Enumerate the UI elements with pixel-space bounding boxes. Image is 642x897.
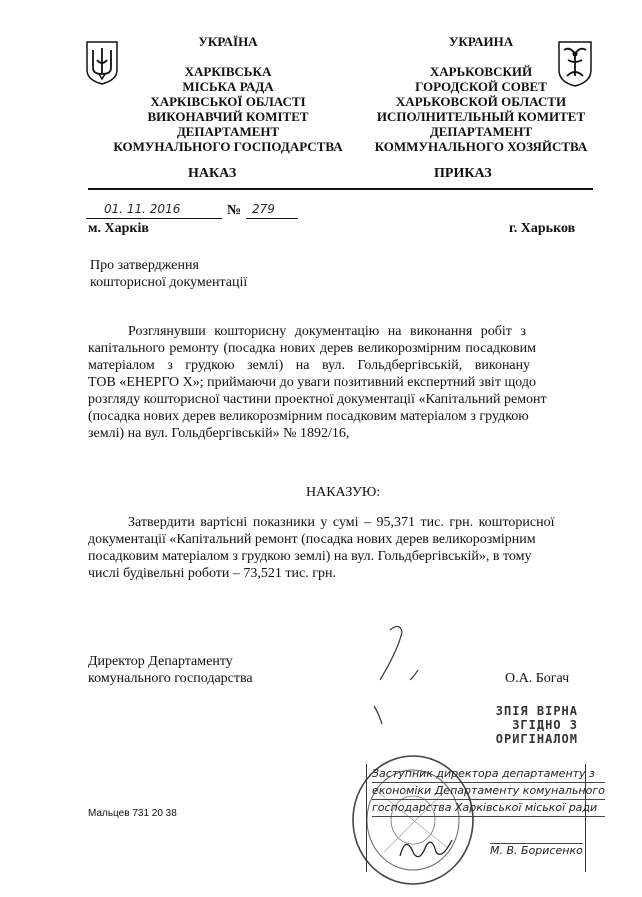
header-ru-line-2: ГОРОДСКОЙ СОВЕТ (415, 79, 547, 94)
header-ua-line-5: ДЕПАРТАМЕНТ (176, 124, 280, 139)
header-ru-line-4: ИСПОЛНИТЕЛЬНЫЙ КОМИТЕТ (376, 109, 586, 124)
order-line-1: Затвердити вартісні показники у сумі – 95,371 тис. грн. кошторисної (128, 515, 555, 530)
preamble-line-3: матеріалом з грудкою землі) на вул. Гольдбергівській, виконану (88, 358, 531, 373)
preamble-line-4: ТОВ «ЕНЕРГО Х»; приймаючи до уваги позитивний експертний звіт щодо (88, 375, 536, 390)
preamble-line-5: розгляду кошторисної частини проектної документації «Капітальний ремонт (88, 392, 547, 407)
certification-text (372, 766, 605, 817)
order-line-2: документації «Капітальний ремонт (посадка нових дерев великорозмірним (88, 532, 536, 547)
city-ua: м. Харків (88, 221, 149, 236)
preamble-line-6: (посадка нових дерев великорозмірним посадковим матеріалом з грудкою (88, 409, 529, 424)
subject-line-2: кошторисної документації (90, 275, 248, 290)
date-value: 01. 11. 2016 (104, 202, 181, 216)
copy-stamp-line-3: ОРИГІНАЛОМ (495, 732, 578, 746)
certification-line-3: господарства Харківської міської ради (372, 800, 605, 817)
copy-stamp (470, 704, 578, 746)
preamble-line-2: капітального ремонту (посадка нових дерев великорозмірним посадковим (88, 341, 537, 356)
header-ua-line-6: КОМУНАЛЬНОГО ГОСПОДАРСТВА (113, 139, 343, 154)
executor-info: Мальцев 731 20 38 (88, 808, 177, 819)
subject-line-1: Про затвердження (90, 258, 199, 273)
order-word: НАКАЗУЮ: (306, 485, 381, 500)
header-ua-line-3: ХАРКІВСЬКОЇ ОБЛАСТІ (150, 94, 306, 109)
header-divider (88, 188, 593, 190)
header-ua-line-1: ХАРКІВСЬКА (184, 64, 272, 79)
certification-signature (396, 826, 466, 866)
header-ru (366, 34, 596, 154)
signatory-title (88, 653, 253, 687)
header-ru-country: УКРАИНА (448, 34, 514, 49)
certification-line-1: Заступник директора департаменту з (372, 766, 605, 783)
certification-line-2: економіки Департаменту комунального (372, 783, 605, 800)
doc-type-ru: ПРИКАЗ (434, 166, 492, 181)
header-ru-line-1: ХАРЬКОВСКИЙ (429, 64, 533, 79)
copy-stamp-line-2: ЗГІДНО З (512, 718, 578, 732)
preamble-line-7: землі) на вул. Гольдбергівській» № 1892/16, (88, 426, 350, 441)
order-paragraph (88, 514, 584, 582)
order-line-3: посадковим матеріалом з грудкою землі) на вул. Гольдбергівській», в тому (88, 549, 532, 564)
signatory-title-line-1: Директор Департаменту (88, 654, 233, 669)
doc-type-ua: НАКАЗ (188, 166, 237, 181)
date-field (86, 202, 222, 219)
number-field (246, 202, 298, 219)
signatory-title-line-2: комунального господарства (88, 671, 253, 686)
preamble-line-1: Розглянувши кошторисну документацію на виконання робіт з (128, 324, 526, 339)
header-ua-line-4: ВИКОНАВЧИЙ КОМІТЕТ (147, 109, 309, 124)
signature (360, 620, 440, 730)
header-ru-line-3: ХАРЬКОВСКОЙ ОБЛАСТИ (395, 94, 567, 109)
header-ua-country: УКРАЇНА (198, 34, 258, 49)
signatory-name: О.А. Богач (505, 671, 570, 686)
header-ua (112, 34, 344, 154)
order-line-4: числі будівельні роботи – 73,521 тис. грн. (88, 566, 336, 581)
number-value: 279 (252, 202, 275, 216)
preamble-paragraph (88, 323, 584, 442)
header-ru-line-5: ДЕПАРТАМЕНТ (429, 124, 533, 139)
copy-stamp-line-1: ЗПІЯ ВІРНА (495, 704, 578, 718)
header-ua-line-2: МІСЬКА РАДА (182, 79, 274, 94)
certification-name: М. В. Борисенко (490, 844, 583, 857)
header-ru-line-6: КОММУНАЛЬНОГО ХОЗЯЙСТВА (374, 139, 588, 154)
number-sign: № (227, 203, 242, 218)
subject (90, 257, 247, 291)
city-ru: г. Харьков (509, 221, 576, 236)
